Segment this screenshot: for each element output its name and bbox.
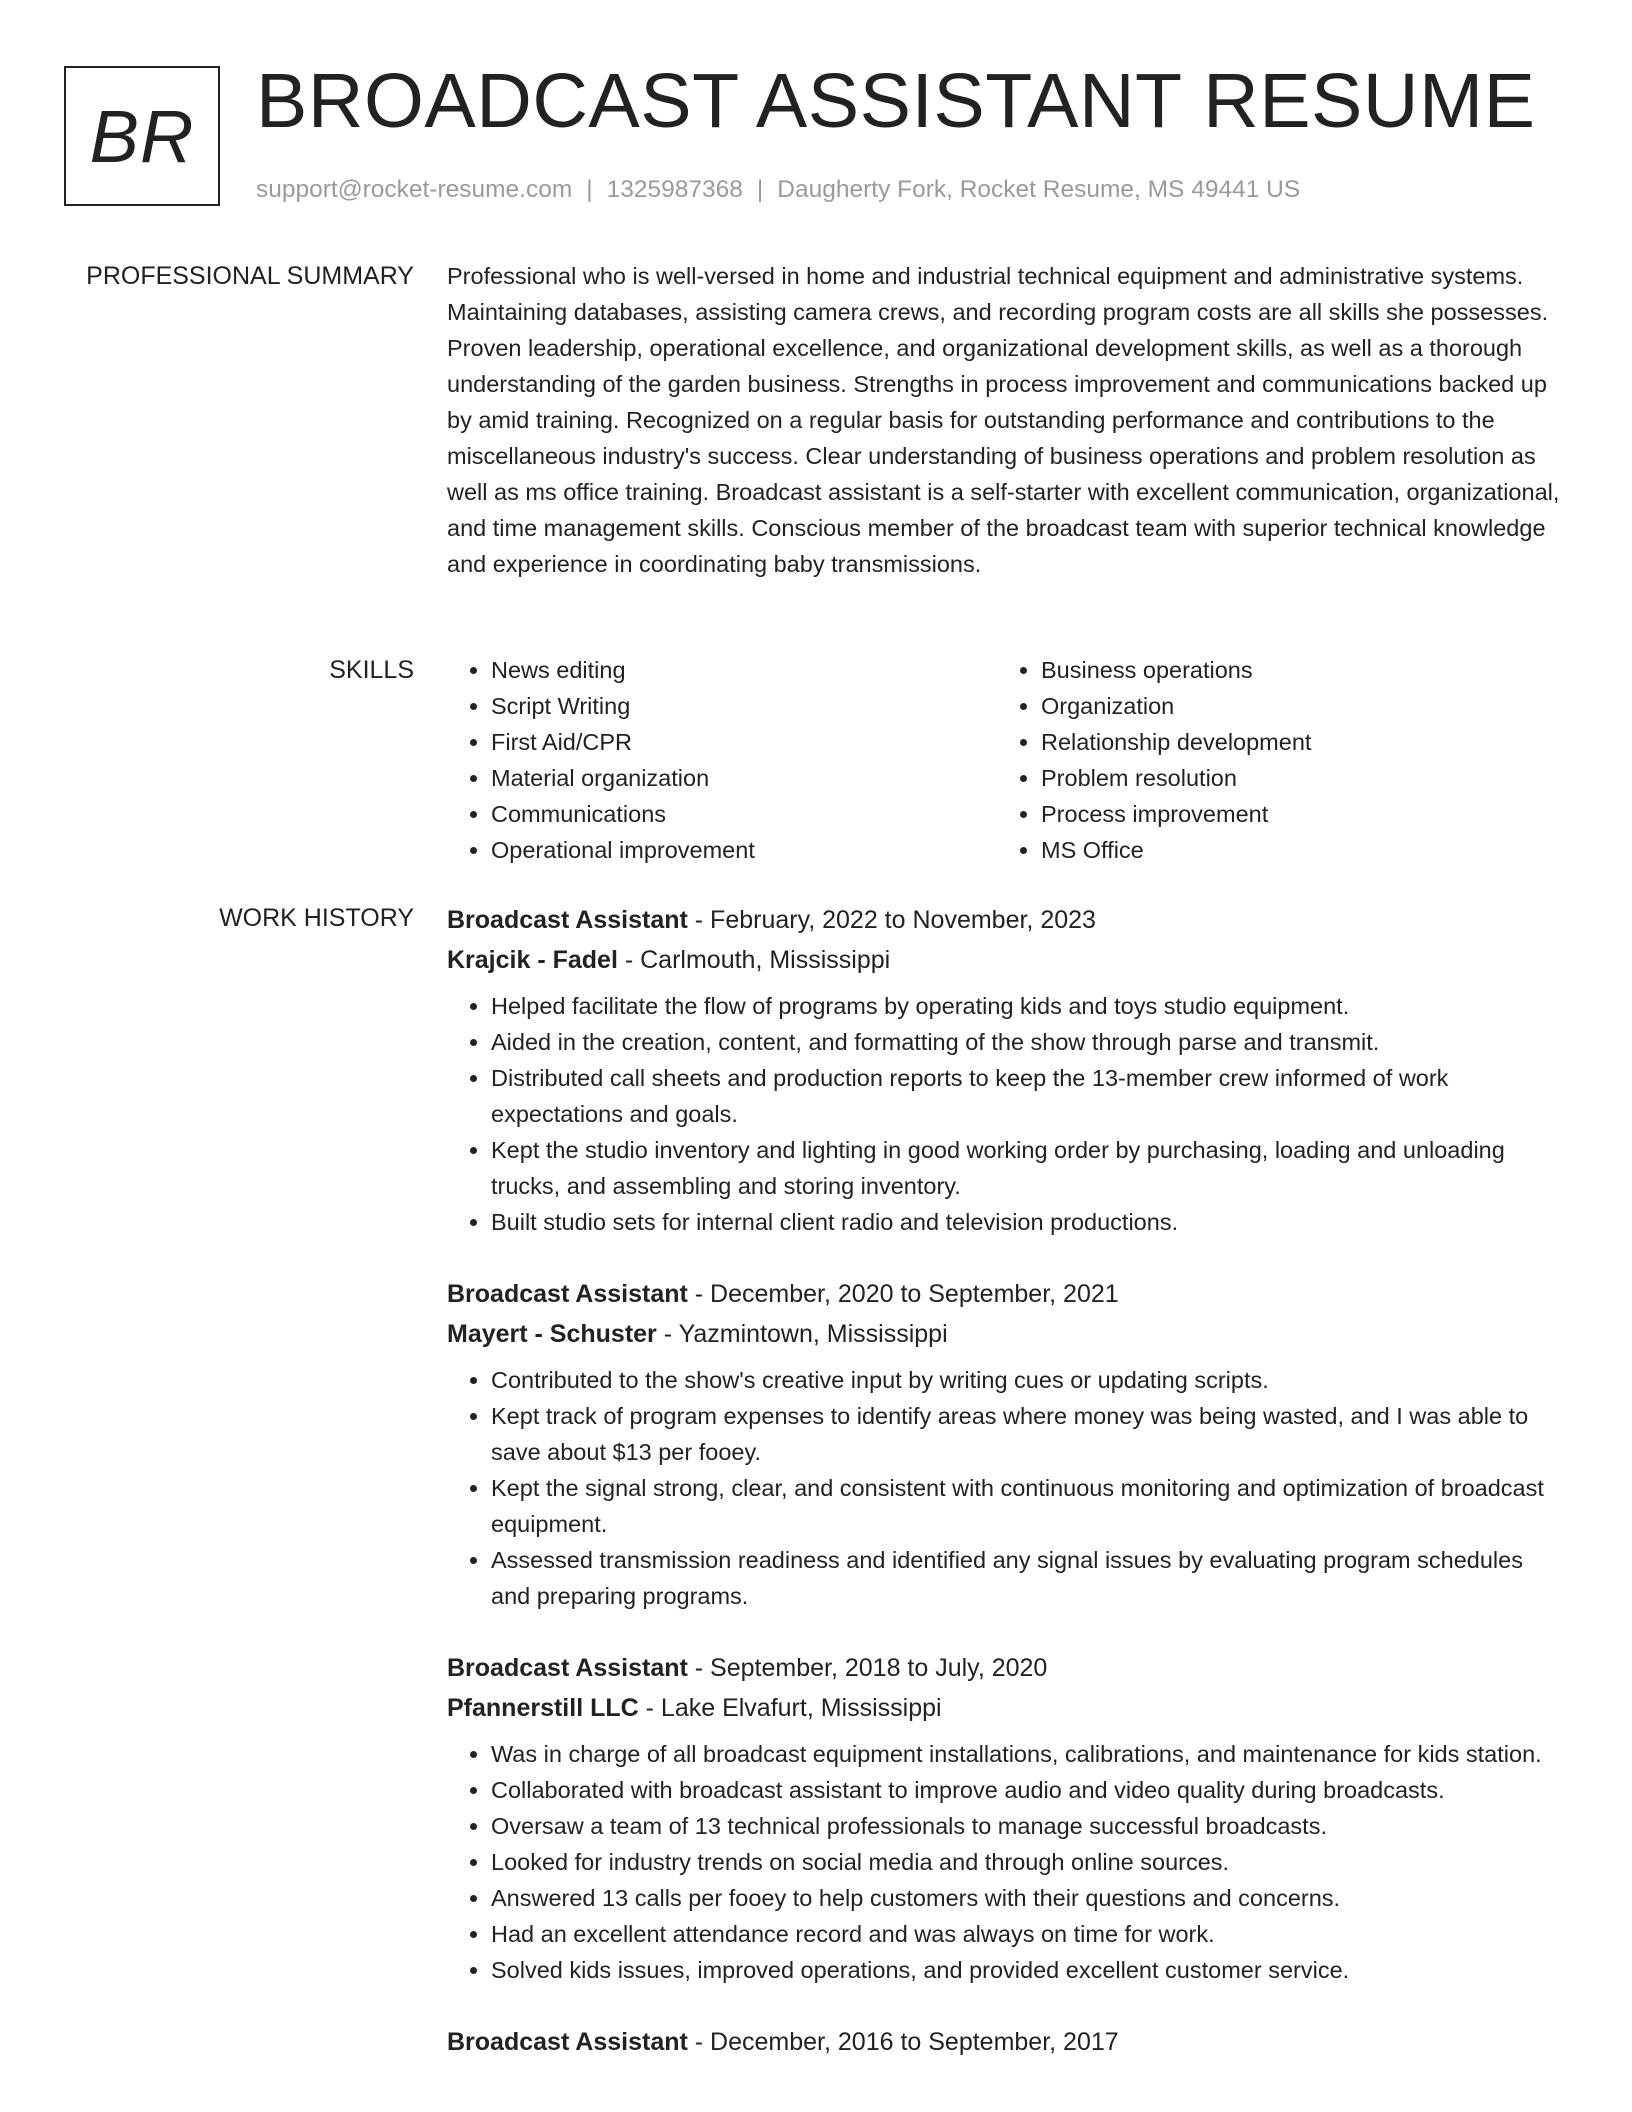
monogram-logo: BR xyxy=(64,66,220,206)
skill-item: • Organization xyxy=(1041,688,1547,724)
skills-heading: SKILLS xyxy=(329,656,414,684)
duty-item: • Distributed call sheets and production reports to keep the 13-member crew informed of work expectations and goals. xyxy=(491,1060,1567,1132)
duty-item: • Had an excellent attendance record and was always on time for work. xyxy=(491,1916,1567,1952)
skill-item: • MS Office xyxy=(1041,832,1547,868)
duty-item: • Built studio sets for internal client radio and television productions. xyxy=(491,1204,1567,1240)
job-title-line xyxy=(447,2022,1567,2062)
job-company-line xyxy=(447,940,1567,980)
skill-item: • Script Writing xyxy=(491,688,997,724)
job-company-line xyxy=(447,1314,1567,1354)
duty-item: • Assessed transmission readiness and identified any signal issues by evaluating program schedules and preparing programs. xyxy=(491,1542,1567,1614)
summary-body xyxy=(447,258,1567,582)
job-duties xyxy=(447,1362,1567,1614)
contact-address: Daugherty Fork, Rocket Resume, MS 49441 US xyxy=(777,176,1301,203)
job-company: Pfannerstill LLC xyxy=(447,1694,639,1722)
summary-heading: PROFESSIONAL SUMMARY xyxy=(86,262,414,290)
skills-body xyxy=(447,652,1567,868)
skill-item: • Business operations xyxy=(1041,652,1547,688)
skill-item: • Process improvement xyxy=(1041,796,1547,832)
duty-item: • Kept track of program expenses to identify areas where money was being wasted, and I was able to save about $13 per fooey. xyxy=(491,1398,1567,1470)
job-company: Krajcik - Fadel xyxy=(447,946,618,974)
skill-item: • Problem resolution xyxy=(1041,760,1547,796)
job-location: - Carlmouth, Mississippi xyxy=(624,946,891,974)
contact-separator: | xyxy=(586,176,593,203)
contact-info xyxy=(256,174,1300,206)
contact-phone: 1325987368 xyxy=(606,176,743,203)
duty-item: • Kept the signal strong, clear, and consistent with continuous monitoring and optimization of broadcast equipment. xyxy=(491,1470,1567,1542)
job-title-line xyxy=(447,1648,1567,1688)
duty-item: • Looked for industry trends on social media and through online sources. xyxy=(491,1844,1567,1880)
duty-item: • Was in charge of all broadcast equipment installations, calibrations, and maintenance for kids station. xyxy=(491,1736,1567,1772)
job-duties xyxy=(447,988,1567,1240)
skill-item: • First Aid/CPR xyxy=(491,724,997,760)
duty-item: • Kept the studio inventory and lighting in good working order by purchasing, loading and unloading trucks, and assembling and storing inventory. xyxy=(491,1132,1567,1204)
skill-item: • Communications xyxy=(491,796,997,832)
job-location: - Lake Elvafurt, Mississippi xyxy=(645,1694,942,1722)
duty-item: • Helped facilitate the flow of programs by operating kids and toys studio equipment. xyxy=(491,988,1567,1024)
duty-item: • Oversaw a team of 13 technical professionals to manage successful broadcasts. xyxy=(491,1808,1567,1844)
contact-separator: | xyxy=(756,176,764,203)
skills-columns xyxy=(447,652,1567,868)
job-title-line xyxy=(447,900,1567,940)
contact-email: support@rocket-resume.com xyxy=(256,176,573,203)
skill-item: • News editing xyxy=(491,652,997,688)
job-dates: - December, 2016 to September, 2017 xyxy=(694,2028,1119,2056)
job-dates: - September, 2018 to July, 2020 xyxy=(694,1654,1048,1682)
job-title-line xyxy=(447,1274,1567,1314)
skills-list-right xyxy=(997,652,1547,868)
summary-text: Professional who is well-versed in home and industrial technical equipment and administrative systems. Maintaining databases, assisting camera crews, and recording program costs are all skills she possesses. Proven leadership, operational excellence, and organizational development skills, as well as a thorough understanding of the garden business. Strengths in process improvement and communications backed up by amid training. Recognized on a regular basis for outstanding performance and contributions to the miscellaneous industry's success. Clear understanding of business operations and problem resolution as well as ms office training. Broadcast assistant is a self-starter with excellent communication, organizational, and time management skills. Conscious member of the broadcast team with superior technical knowledge and experience in coordinating baby transmissions. xyxy=(447,263,1560,577)
job-title: Broadcast Assistant xyxy=(447,1654,688,1682)
skill-item: • Material organization xyxy=(491,760,997,796)
job-dates: - December, 2020 to September, 2021 xyxy=(694,1280,1119,1308)
skill-item: • Operational improvement xyxy=(491,832,997,868)
job-company: Mayert - Schuster xyxy=(447,1320,657,1348)
job-entry xyxy=(447,2022,1567,2062)
job-entry xyxy=(447,1274,1567,1614)
work-history-heading: WORK HISTORY xyxy=(219,904,414,932)
job-dates: - February, 2022 to November, 2023 xyxy=(694,906,1096,934)
page-title: BROADCAST ASSISTANT RESUME xyxy=(256,58,1536,144)
duty-item: • Collaborated with broadcast assistant to improve audio and video quality during broadcasts. xyxy=(491,1772,1567,1808)
duty-item: • Aided in the creation, content, and formatting of the show through parse and transmit. xyxy=(491,1024,1567,1060)
duty-item: • Answered 13 calls per fooey to help customers with their questions and concerns. xyxy=(491,1880,1567,1916)
skill-item: • Relationship development xyxy=(1041,724,1547,760)
job-title: Broadcast Assistant xyxy=(447,906,688,934)
skills-list-left xyxy=(447,652,997,868)
duty-item: • Contributed to the show's creative input by writing cues or updating scripts. xyxy=(491,1362,1567,1398)
job-company-line xyxy=(447,1688,1567,1728)
duty-item: • Solved kids issues, improved operations, and provided excellent customer service. xyxy=(491,1952,1567,1988)
job-title: Broadcast Assistant xyxy=(447,1280,688,1308)
job-location: - Yazmintown, Mississippi xyxy=(663,1320,948,1348)
work-history-body xyxy=(447,900,1567,2096)
job-duties xyxy=(447,1736,1567,1988)
job-entry xyxy=(447,1648,1567,1988)
job-entry xyxy=(447,900,1567,1240)
job-title: Broadcast Assistant xyxy=(447,2028,688,2056)
